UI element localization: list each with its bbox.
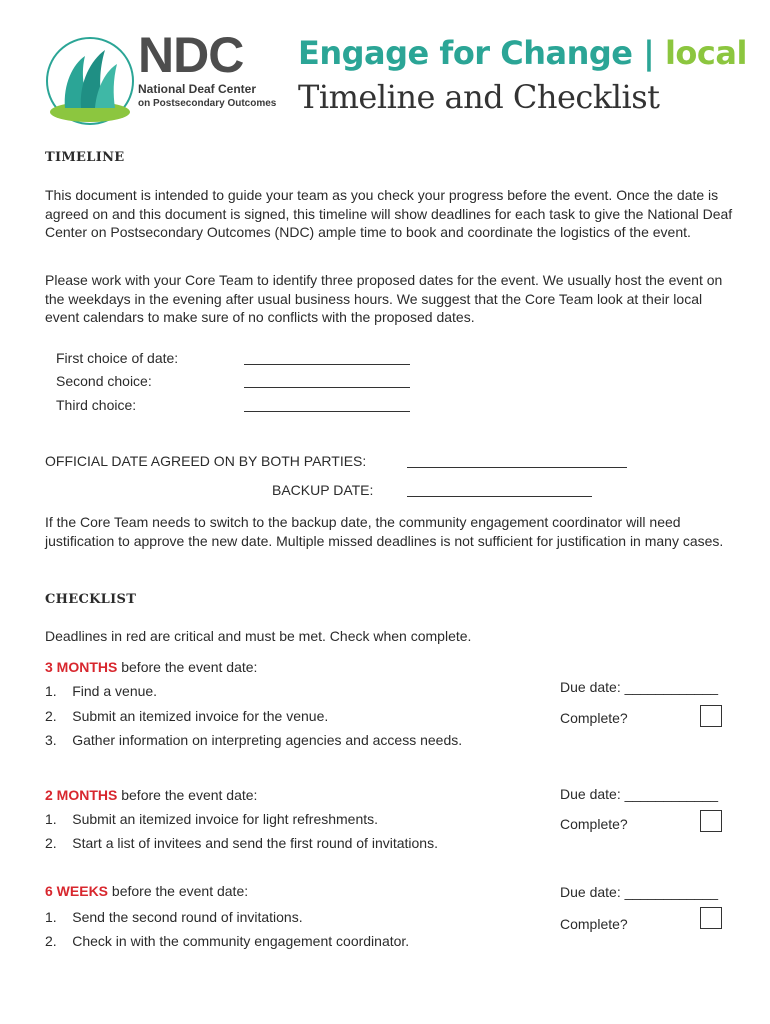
section-2-months-heading: [45, 787, 257, 803]
list-item-text: Submit an itemized invoice for light refreshments.: [72, 811, 379, 827]
critical-period: 6 WEEKS: [45, 883, 109, 899]
complete-checkbox[interactable]: [700, 907, 722, 929]
backup-justification: If the Core Team needs to switch to the backup date, the community engagement coordinator will need justification to approve the new date. Multiple missed deadlines is not sufficient for justification in many cases.: [45, 514, 724, 549]
due-date-field[interactable]: Due date: ____________: [560, 679, 719, 695]
section-6-weeks-heading: [45, 883, 248, 899]
due-date-field[interactable]: Due date: ____________: [560, 786, 719, 802]
third-choice-label: Third choice:: [56, 397, 137, 413]
list-item-text: Submit an itemized invoice for the venue.: [72, 708, 329, 724]
logo-org-sub: on Postsecondary Outcomes: [138, 98, 277, 109]
critical-period: 3 MONTHS: [45, 659, 118, 675]
official-date-field[interactable]: [407, 467, 627, 468]
logo-org-name: National Deaf Center: [138, 82, 257, 96]
title-main: Engage for Change |: [298, 34, 665, 72]
timeline-instructions: Please work with your Core Team to identify three proposed dates for the event. We usually host the event on the weekdays in the evening after usual business hours. We suggest that the Core Team look at their local event calendars to make sure of no conflicts with the proposed dates.: [45, 272, 723, 325]
list-item: 1. Submit an itemized invoice for light refreshments.: [45, 811, 379, 827]
backup-date-label: BACKUP DATE:: [272, 482, 374, 498]
list-item-text: Check in with the community engagement coordinator.: [72, 933, 410, 949]
backup-date-field[interactable]: [407, 496, 592, 497]
list-item: 2. Check in with the community engagement coordinator.: [45, 933, 410, 949]
logo-letters: NDC: [138, 27, 244, 83]
period-suffix: before the event date:: [117, 787, 258, 803]
checklist-intro: Deadlines in red are critical and must be met. Check when complete.: [45, 628, 472, 644]
page-title: [298, 34, 747, 72]
timeline-heading: TIMELINE: [45, 150, 125, 165]
official-date-label: OFFICIAL DATE AGREED ON BY BOTH PARTIES:: [45, 453, 367, 469]
third-choice-field[interactable]: [244, 411, 410, 412]
complete-checkbox[interactable]: [700, 810, 722, 832]
list-item: 1. Find a venue.: [45, 683, 158, 699]
list-item: 3. Gather information on interpreting agencies and access needs.: [45, 732, 463, 748]
second-choice-label: Second choice:: [56, 373, 152, 389]
period-suffix: before the event date:: [108, 883, 249, 899]
list-item: 2. Start a list of invitees and send the first round of invitations.: [45, 835, 438, 851]
complete-label: Complete?: [560, 916, 628, 932]
list-item: 1. Send the second round of invitations.: [45, 909, 303, 925]
second-choice-field[interactable]: [244, 387, 410, 388]
page-subtitle: Timeline and Checklist: [298, 78, 660, 116]
section-3-months-heading: [45, 659, 257, 675]
ndc-logo-icon: [45, 36, 135, 126]
list-item-text: Send the second round of invitations.: [72, 909, 303, 925]
complete-label: Complete?: [560, 710, 628, 726]
list-item: 2. Submit an itemized invoice for the venue.: [45, 708, 329, 724]
complete-checkbox[interactable]: [700, 705, 722, 727]
first-choice-label: First choice of date:: [56, 350, 179, 366]
due-date-field[interactable]: Due date: ____________: [560, 884, 719, 900]
list-item-text: Gather information on interpreting agencies and access needs.: [72, 732, 463, 748]
period-suffix: before the event date:: [117, 659, 258, 675]
first-choice-field[interactable]: [244, 364, 410, 365]
checklist-heading: CHECKLIST: [45, 592, 137, 607]
list-item-text: Start a list of invitees and send the first round of invitations.: [72, 835, 438, 851]
complete-label: Complete?: [560, 816, 628, 832]
title-accent: local: [664, 34, 747, 72]
critical-period: 2 MONTHS: [45, 787, 118, 803]
list-item-text: Find a venue.: [72, 683, 158, 699]
timeline-intro: This document is intended to guide your team as you check your progress before the event. Once the date is agreed on and this document is signed, this timeline will show deadlines for each task to give the National Deaf Center on Postsecondary Outcomes (NDC) ample time to book and coordinate the logistics of the event.: [45, 187, 733, 240]
